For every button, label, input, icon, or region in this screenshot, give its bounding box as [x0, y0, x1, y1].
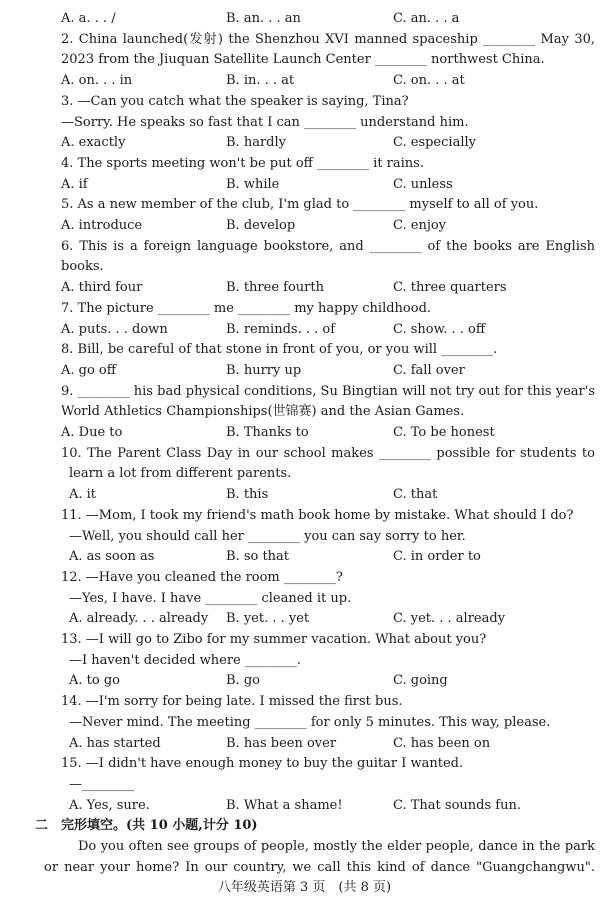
option-row: [0, 320, 609, 341]
option-b: B. an. . . an: [226, 11, 301, 26]
line-text: 4. The sports meeting won't be put off ________ it rains.: [61, 155, 424, 171]
line-text: —Never mind. The meeting ________ for only 5 minutes. This way, please.: [69, 714, 551, 730]
question-line: [0, 754, 609, 775]
question-line: [0, 568, 609, 589]
option-row: [0, 175, 609, 196]
line-text: —________: [69, 776, 134, 792]
line-text: 11. —Mom, I took my friend's math book home by mistake. What should I do?: [61, 507, 574, 523]
option-b: B. in. . . at: [226, 73, 295, 89]
line-text: learn a lot from different parents.: [69, 466, 292, 482]
option-row: [0, 133, 609, 154]
option-c: C. an. . . a: [393, 11, 460, 26]
question-line: [0, 257, 609, 278]
question-line: [0, 506, 609, 527]
option-row: [0, 796, 609, 817]
option-row: [0, 547, 609, 568]
option-a: A. it: [69, 487, 97, 503]
line-text: World Athletics Championships(世锦赛) and the Asian Games.: [61, 404, 465, 420]
option-a: A. go off: [61, 362, 116, 378]
option-c: C. especially: [393, 135, 476, 151]
option-b: B. hardly: [226, 135, 286, 151]
option-c: C. going: [393, 673, 448, 689]
option-row: [0, 278, 609, 299]
question-line: [0, 858, 609, 879]
option-row: [0, 361, 609, 382]
question-line: [0, 195, 609, 216]
option-b: B. while: [226, 176, 280, 192]
section-title: 二 完形填空。(共 10 小题,计分 10): [35, 818, 258, 834]
line-text: 2. China launched(发射) the Shenzhou XVI manned spaceship ________ May 30,: [61, 31, 595, 47]
option-b: B. go: [226, 673, 260, 689]
question-line: [0, 713, 609, 734]
option-a: A. Due to: [61, 425, 123, 440]
option-b: B. has been over: [226, 735, 337, 751]
question-line: [0, 464, 609, 485]
line-text: 5. As a new member of the club, I'm glad to ________ myself to all of you.: [61, 197, 539, 213]
option-c: C. unless: [393, 176, 453, 192]
line-text: —Yes, I have. I have ________ cleaned it up.: [69, 590, 352, 606]
option-c: C. in order to: [393, 549, 481, 565]
option-a: A. introduce: [61, 218, 143, 233]
question-line: [0, 340, 609, 361]
option-a: A. has started: [69, 735, 161, 751]
option-row: [0, 423, 609, 444]
option-b: B. yet. . . yet: [226, 611, 310, 627]
option-a: A. if: [61, 176, 88, 192]
question-line: [0, 402, 609, 423]
line-text: 10. The Parent Class Day in our school makes ________ possible for students to: [61, 445, 595, 461]
line-text: 3. —Can you catch what the speaker is saying, Tina?: [61, 93, 409, 109]
line-text: 7. The picture ________ me ________ my happy childhood.: [61, 300, 432, 316]
line-text: 15. —I didn't have enough money to buy the guitar I wanted.: [61, 756, 464, 772]
option-a: A. puts. . . down: [61, 321, 168, 337]
line-text: books.: [61, 259, 104, 275]
line-text: Do you often see groups of people, mostly the elder people, dance in the park: [78, 839, 595, 854]
question-line: [0, 154, 609, 175]
line-text: 13. —I will go to Zibo for my summer vacation. What about you?: [61, 632, 487, 647]
line-text: —Sorry. He speaks so fast that I can ________ understand him.: [61, 114, 469, 130]
option-b: B. What a shame!: [226, 797, 343, 813]
option-row: [0, 671, 609, 692]
question-line: [0, 30, 609, 51]
option-c: C. fall over: [393, 362, 465, 378]
line-text: 6. This is a foreign language bookstore, and ________ of the books are English: [61, 238, 595, 254]
option-a: A. on. . . in: [61, 73, 133, 89]
option-c: C. That sounds fun.: [393, 797, 521, 813]
question-line: [0, 299, 609, 320]
line-text: or near your home? In our country, we call this kind of dance "Guangchangwu".: [44, 859, 595, 875]
option-b: B. so that: [226, 549, 290, 565]
line-text: 12. —Have you cleaned the room ________?: [61, 569, 343, 585]
option-c: C. on. . . at: [393, 73, 465, 89]
question-line: [0, 382, 609, 403]
option-c: C. enjoy: [393, 218, 447, 233]
option-b: B. hurry up: [226, 362, 302, 378]
question-line: [0, 692, 609, 713]
question-line: [0, 589, 609, 610]
line-text: 9. ________ his bad physical conditions, Su Bingtian will not try out for this year's: [61, 383, 595, 399]
option-a: A. to go: [69, 673, 120, 689]
option-row: [0, 734, 609, 755]
section-heading: [0, 816, 609, 837]
line-text: 2023 from the Jiuquan Satellite Launch Center ________ northwest China.: [61, 52, 545, 68]
option-c: C. show. . . off: [393, 321, 486, 337]
option-row: [0, 9, 609, 30]
line-text: 8. Bill, be careful of that stone in front of you, or you will ________.: [61, 342, 498, 358]
question-line: [0, 237, 609, 258]
page-number: 八年级英语第 3 页 (共 8 页): [217, 880, 392, 896]
question-line: [0, 837, 609, 858]
option-c: C. yet. . . already: [393, 611, 506, 627]
option-row: [0, 216, 609, 237]
question-line: [0, 444, 609, 465]
option-row: [0, 71, 609, 92]
option-b: B. reminds. . . of: [226, 321, 336, 337]
question-line: [0, 630, 609, 651]
option-c: C. that: [393, 487, 438, 503]
option-b: B. three fourth: [226, 280, 324, 296]
option-c: C. three quarters: [393, 280, 507, 296]
line-text: —Well, you should call her ________ you can say sorry to her.: [69, 528, 466, 544]
option-a: A. Yes, sure.: [69, 797, 150, 813]
page-footer: [0, 878, 609, 899]
option-c: C. To be honest: [393, 425, 495, 440]
option-b: B. develop: [226, 218, 296, 233]
question-line: [0, 527, 609, 548]
option-c: C. has been on: [393, 735, 491, 751]
line-text: —I haven't decided where ________.: [69, 652, 302, 668]
question-line: [0, 113, 609, 134]
question-line: [0, 651, 609, 672]
option-a: A. as soon as: [69, 549, 155, 565]
option-row: [0, 609, 609, 630]
option-b: B. this: [226, 487, 269, 503]
option-a: A. third four: [61, 280, 143, 296]
option-b: B. Thanks to: [226, 425, 309, 440]
option-a: A. already. . . already: [69, 611, 209, 627]
question-line: [0, 92, 609, 113]
option-row: [0, 485, 609, 506]
option-a: A. exactly: [61, 135, 126, 151]
line-text: 14. —I'm sorry for being late. I missed the first bus.: [61, 694, 403, 710]
question-line: [0, 50, 609, 71]
option-a: A. a. . . /: [61, 11, 116, 26]
question-line: [0, 775, 609, 796]
